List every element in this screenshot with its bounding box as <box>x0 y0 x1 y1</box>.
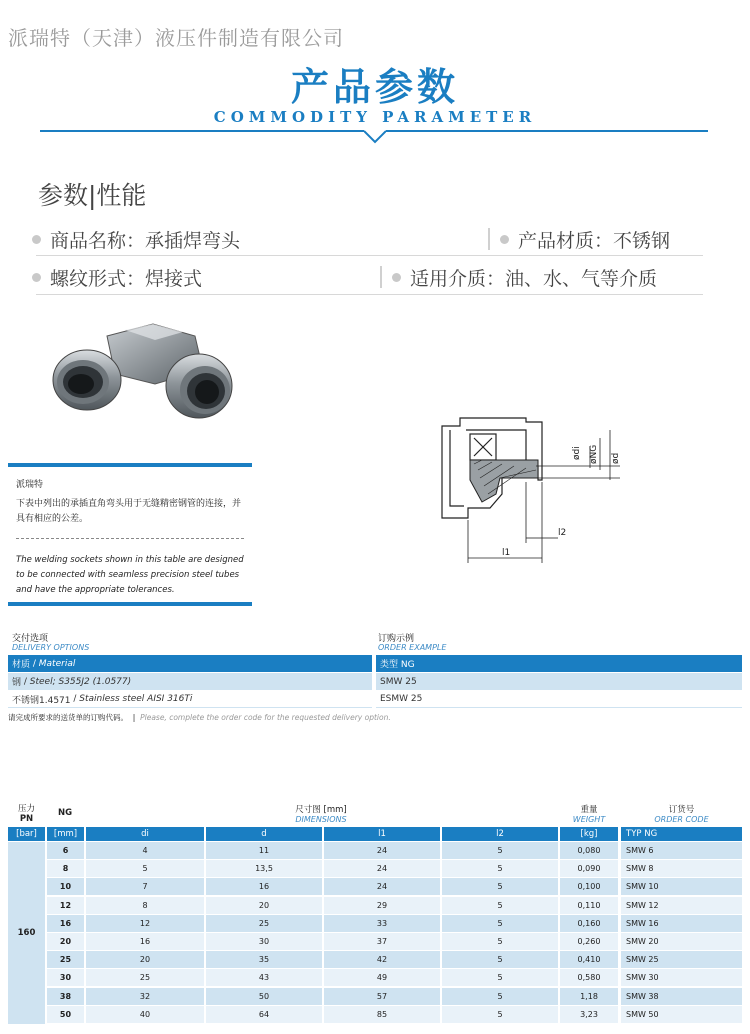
drawing-label-l1: l1 <box>502 548 511 558</box>
cell-l1: 24 <box>324 860 440 877</box>
order-example-row-text: ESMW 25 <box>380 694 423 704</box>
cell-l2: 5 <box>442 878 558 895</box>
cell-l1: 24 <box>324 878 440 895</box>
cell-l1: 24 <box>324 842 440 859</box>
cell-d: 30 <box>206 933 322 950</box>
cell-l2: 5 <box>442 897 558 914</box>
cell-order-code: SMW 20 <box>621 933 742 950</box>
cell-order-code: SMW 12 <box>621 897 742 914</box>
delivery-header-cn: 材质 <box>12 660 31 670</box>
cell-weight: 0,100 <box>560 878 618 895</box>
cell-d: 11 <box>206 842 322 859</box>
order-note-cn: 请完成所要求的送货单的订购代码。 <box>8 713 128 722</box>
cell-l2: 5 <box>442 988 558 1005</box>
cell-weight: 0,260 <box>560 933 618 950</box>
cell-ng: 50 <box>47 1006 84 1023</box>
delivery-row: 不锈钢1.4571 / Stainless steel AISI 316Ti <box>8 691 372 708</box>
drawing-label-ng: øNG <box>589 444 599 464</box>
param-divider <box>36 255 703 256</box>
order-example-header <box>376 655 742 672</box>
cell-ng: 16 <box>47 915 84 932</box>
col-header-order <box>621 803 742 824</box>
param-thread-text: 螺纹形式：焊接式 <box>50 268 203 290</box>
cell-l2: 5 <box>442 951 558 968</box>
cell-di: 5 <box>86 860 204 877</box>
cell-weight: 0,110 <box>560 897 618 914</box>
divider-notch <box>364 130 386 144</box>
unit-header-d: d <box>206 827 322 841</box>
delivery-row-en: Steel; S355J2 (1.0577) <box>29 676 132 687</box>
col-header-dimensions <box>86 803 556 824</box>
cell-d: 13,5 <box>206 860 322 877</box>
cell-l2: 5 <box>442 933 558 950</box>
unit-header-bar: [bar] <box>8 827 45 841</box>
cell-l1: 29 <box>324 897 440 914</box>
delivery-row-cn: 钢 <box>12 678 22 688</box>
info-description-en: The welding sockets shown in this table are designed to be connected with seamless precision steel tubes and have the appropriate tolerances. <box>16 555 244 595</box>
cell-order-code: SMW 25 <box>621 951 742 968</box>
unit-header-di: di <box>86 827 204 841</box>
delivery-row-en: Stainless steel AISI 316Ti <box>79 694 193 704</box>
cell-weight: 1,18 <box>560 988 618 1005</box>
info-box <box>8 463 252 606</box>
delivery-title-en: DELIVERY OPTIONS <box>12 643 90 652</box>
cell-d: 20 <box>206 897 322 914</box>
cell-weight: 3,23 <box>560 1006 618 1023</box>
order-example-row <box>376 673 742 690</box>
cell-l1: 85 <box>324 1006 440 1023</box>
cell-d: 64 <box>206 1006 322 1023</box>
cell-ng: 25 <box>47 951 84 968</box>
cell-order-code: SMW 10 <box>621 878 742 895</box>
cell-d: 35 <box>206 951 322 968</box>
info-description-cn: 下表中列出的承插直角弯头用于无缝精密钢管的连接，并具有相应的公差。 <box>16 499 242 524</box>
cell-l2: 5 <box>442 969 558 986</box>
cell-l1: 49 <box>324 969 440 986</box>
bullet-icon <box>392 273 401 282</box>
cell-order-code: SMW 38 <box>621 988 742 1005</box>
order-example-row-text: SMW 25 <box>380 676 417 687</box>
page-subtitle: COMMODITY PARAMETER <box>213 108 537 126</box>
order-example-row <box>376 691 742 708</box>
product-photo <box>45 318 245 428</box>
param-separator <box>380 266 382 288</box>
delivery-header: 材质 / Material <box>8 655 372 672</box>
delivery-row: 钢 / Steel; S355J2 (1.0577) <box>8 673 372 690</box>
info-brand: 派瑞特 <box>16 480 44 490</box>
cell-d: 25 <box>206 915 322 932</box>
cell-di: 40 <box>86 1006 204 1023</box>
cell-l1: 33 <box>324 915 440 932</box>
cell-l2: 5 <box>442 860 558 877</box>
cell-d: 50 <box>206 988 322 1005</box>
pn-value-cell: 160 <box>8 842 45 1024</box>
cell-ng: 6 <box>47 842 84 859</box>
cell-order-code: SMW 30 <box>621 969 742 986</box>
cell-weight: 0,090 <box>560 860 618 877</box>
param-name-text: 商品名称：承插焊弯头 <box>50 230 241 252</box>
cell-ng: 10 <box>47 878 84 895</box>
cell-order-code: SMW 8 <box>621 860 742 877</box>
cell-l1: 57 <box>324 988 440 1005</box>
drawing-label-d: ød <box>611 452 621 464</box>
order-example-header-text: 类型 NG <box>380 660 415 670</box>
cell-di: 32 <box>86 988 204 1005</box>
cell-l1: 42 <box>324 951 440 968</box>
cell-weight: 0,410 <box>560 951 618 968</box>
cell-di: 4 <box>86 842 204 859</box>
cell-di: 7 <box>86 878 204 895</box>
unit-header-l2: l2 <box>442 827 558 841</box>
cell-weight: 0,580 <box>560 969 618 986</box>
param-material <box>500 226 670 253</box>
delivery-row-cn: 不锈钢1.4571 <box>12 695 71 706</box>
technical-drawing <box>430 408 630 578</box>
unit-header-typ: TYP NG <box>621 827 742 841</box>
cell-l2: 5 <box>442 842 558 859</box>
cell-di: 16 <box>86 933 204 950</box>
cell-di: 8 <box>86 897 204 914</box>
cell-ng: 12 <box>47 897 84 914</box>
order-note <box>8 712 391 723</box>
cell-d: 16 <box>206 878 322 895</box>
param-thread <box>32 264 202 291</box>
unit-header-mm: [mm] <box>47 827 84 841</box>
cell-di: 25 <box>86 969 204 986</box>
cell-ng: 20 <box>47 933 84 950</box>
col-header-order-cn: 订货号 <box>668 805 695 815</box>
info-box-top-bar <box>8 463 252 467</box>
cell-order-code: SMW 16 <box>621 915 742 932</box>
col-header-pn-cn: 压力 <box>17 804 35 814</box>
section-title: 参数|性能 <box>38 181 147 210</box>
col-header-order-en: ORDER CODE <box>654 815 709 824</box>
cell-ng: 38 <box>47 988 84 1005</box>
bullet-icon <box>32 235 41 244</box>
param-medium-text: 适用介质：油、水、气等介质 <box>410 268 658 290</box>
order-note-en: Please, complete the order code for the requested delivery option. <box>140 713 391 722</box>
order-example-title-cn: 订购示例 <box>378 634 415 644</box>
param-name <box>32 226 240 253</box>
page-title: 产品参数 <box>290 65 459 109</box>
col-header-weight-cn: 重量 <box>580 805 598 815</box>
col-header-weight-en: WEIGHT <box>572 815 606 824</box>
delivery-header-en: Material <box>38 658 76 669</box>
unit-header-kg: [kg] <box>560 827 618 841</box>
order-example-title-en: ORDER EXAMPLE <box>378 643 447 652</box>
col-header-dimensions-en: DIMENSIONS <box>295 815 347 824</box>
company-name: 派瑞特（天津）液压件制造有限公司 <box>8 26 344 50</box>
cell-weight: 0,080 <box>560 842 618 859</box>
drawing-label-l2: l2 <box>558 528 567 538</box>
bullet-icon <box>32 273 41 282</box>
col-header-weight <box>560 803 618 824</box>
cell-di: 12 <box>86 915 204 932</box>
delivery-title-cn: 交付选项 <box>12 634 49 644</box>
param-divider <box>36 294 703 295</box>
param-separator <box>488 228 490 250</box>
bullet-icon <box>500 235 509 244</box>
cell-order-code: SMW 6 <box>621 842 742 859</box>
info-divider <box>16 538 244 539</box>
col-header-pn-en: PN <box>19 814 34 824</box>
cell-order-code: SMW 50 <box>621 1006 742 1023</box>
cell-l2: 5 <box>442 915 558 932</box>
info-box-bottom-bar <box>8 602 252 606</box>
cell-ng: 8 <box>47 860 84 877</box>
col-header-dimensions-cn: 尺寸图 [mm] <box>295 805 347 815</box>
unit-header-l1: l1 <box>324 827 440 841</box>
col-header-pn <box>8 802 45 824</box>
param-material-text: 产品材质：不锈钢 <box>518 230 671 252</box>
cell-di: 20 <box>86 951 204 968</box>
cell-weight: 0,160 <box>560 915 618 932</box>
cell-ng: 30 <box>47 969 84 986</box>
drawing-label-di: ødi <box>572 446 582 460</box>
cell-l2: 5 <box>442 1006 558 1023</box>
cell-d: 43 <box>206 969 322 986</box>
order-note-separator: | <box>132 713 136 722</box>
cell-l1: 37 <box>324 933 440 950</box>
param-medium <box>392 264 657 291</box>
col-header-ng: NG <box>57 808 73 818</box>
